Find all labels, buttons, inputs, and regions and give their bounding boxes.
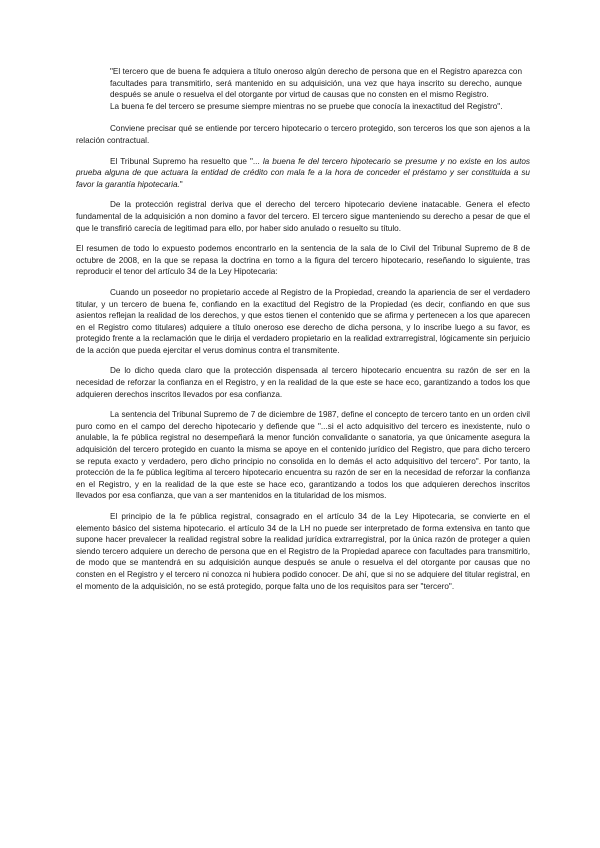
- quote-paragraph-2: La buena fe del tercero se presume siempre mientras no se pruebe que conocía la inexactitud del Registro".: [110, 101, 503, 111]
- paragraph-tribunal-tail: ": [179, 179, 183, 189]
- paragraph-proteccion-registral: De la protección registral deriva que el derecho del tercero hipotecario deviene inatacable. Genera el efecto fundamental de la adquisición a non domino a favor del tercero. El tercero sigue manteniendo su derecho a pesar de que el que le transfirió carecía de legitimad para ello, por haber sido anulado o resuelto su título.: [76, 200, 530, 233]
- paragraph-tribunal-italic: la buena fe del tercero hipotecario se presume y no existe en los autos prueba alguna de que actuara la entidad de crédito con mala fe a la hora de conceder el préstamo y ser constituida a su favor la garantía hipotecaria.: [76, 156, 531, 189]
- paragraph-resumen: El resumen de todo lo expuesto podemos encontrarlo en la sentencia de la sala de lo Civil del Tribunal Supremo de 8 de octubre de 2008, en la que se repasa la doctrina en torno a la figura del tercero hipotecario, reseñando lo siguiente, tras reproducir el tenor del artículo 34 de la Ley Hipotecaria:: [76, 244, 530, 277]
- paragraph-cuando-poseedor: Cuando un poseedor no propietario accede al Registro de la Propiedad, creando la apariencia de ser el verdadero titular, y un tercero de buena fe, confiando en la exactitud del Registro de la Propiedad (es decir, confiando en que sus asientos reflejan la realidad de los derechos, y que estos tienen el contenido que se afirma y pertenecen a los que aparecen en el Registro como titulares) adquiere a título oneroso ese derecho de dicha persona, y lo inscribe luego a su favor, es protegido frente a la reclamación que le dirija el verdadero propietario en la realidad extrarregistral, lógicamente sin perjuicio de la acción que pueda ejercitar el verus dominus contra el transmitente.: [76, 287, 530, 355]
- paragraph-conviene: Conviene precisar qué se entiende por tercero hipotecario o tercero protegido, son terceros los que son ajenos a la relación contractual.: [76, 124, 530, 145]
- article-34-quote: [76, 66, 530, 112]
- quote-paragraph-1: "El tercero que de buena fe adquiera a título oneroso algún derecho de persona que en el Registro aparezca con facultades para transmitirlo, será mantenido en su adquisición, una vez que haya inscrito su derecho, aunque después se anule o resuelva el del otorgante por virtud de causas que no consten en el mismo Registro.: [110, 67, 522, 100]
- paragraph-principio-fe-publica: El principio de la fe pública registral, consagrado en el artículo 34 de la Ley Hipotecaria, se convierte en el elemento básico del sistema hipotecario. el artículo 34 de la LH no puede ser interpretado de forma extensiva en tanto que supone hacer prevalecer la realidad registral sobre la realidad jurídica extrarregistral, por la única razón de proteger a quien siendo tercero adquiere un derecho de persona que en el Registro de la Propiedad aparece con facultades para transmitirlo, de modo que se mantendrá en su adquisición aunque después se anule o resuelva el del otorgante por causas que no consten en el Registro y el tercero ni conozca ni hubiera podido conocer. De ahí, que si no se adquiere del titular registral, en el momento de la adquisición, no se está protegido, porque falta uno de los requisitos para ser "tercero".: [76, 512, 530, 591]
- paragraph-tribunal-lead: El Tribunal Supremo ha resuelto que "...: [110, 156, 260, 166]
- paragraph-tribunal-supremo: [76, 156, 530, 191]
- paragraph-sentencia-1987: La sentencia del Tribunal Supremo de 7 de diciembre de 1987, define el concepto de tercero tanto en un orden civil puro como en el campo del derecho hipotecario y defiende que "...si el acto adquisitivo del tercero es inexistente, nulo o anulable, la fe pública registral no desempeñará la menor función convalidante o sanatoria, ya que únicamente asegura la adquisición del tercero protegido en cuanto la misma se apoye en el contenido jurídico del Registro, que para dicho tercero se reputa exacto y verdadero, pero dicho principio no consolida en lo demás el acto adquisitivo del tercero". Por tanto, la protección de la fe pública legítima al tercero hipotecario encuentra su razón de ser en la necesidad de reforzar la confianza en el Registro, y en la realidad de la que este se hace eco, garantizando a todos los que adquieren derechos inscritos llevados por esa confianza, que van a ser mantenidos en la titularidad de los mismos.: [76, 410, 530, 501]
- paragraph-de-lo-dicho: De lo dicho queda claro que la protección dispensada al tercero hipotecario encuentra su razón de ser en la necesidad de reforzar la confianza en el Registro, y en la realidad de la que este se hace eco, garantizando a todos los que adquieren derechos inscritos llevados por esa confianza.: [76, 366, 530, 399]
